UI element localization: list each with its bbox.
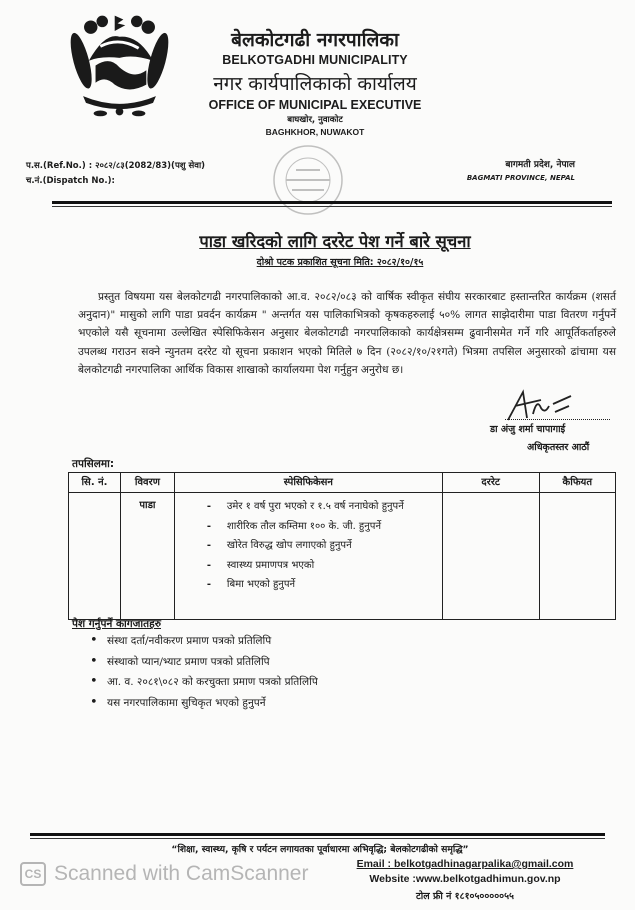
table-row	[69, 493, 616, 620]
reference-number: प.स.(Ref.No.) : २०८२/८३(2082/83)(पशु सेवा)	[26, 161, 206, 171]
dispatch-number: च.नं.(Dispatch No.):	[26, 176, 115, 186]
signature-line	[505, 419, 610, 420]
header-divider	[52, 201, 612, 204]
camscanner-logo-icon: CS	[20, 862, 46, 886]
document-item: • यस नगरपालिकामा सुचिकृत भएको हुनुपर्ने	[90, 693, 318, 714]
notice-body: प्रस्तुत विषयमा यस बेलकोटगढी नगरपालिकाको आ.व. २०८२/०८३ को वार्षिक स्वीकृत संघीय सरकारबाट हस्तान्तरित कार्यक्रम (शसर्त अनुदान)" मासुको लागि पाडा प्रवर्दन कार्यक्रम " अन्तर्गत यस पालिकाभित्रको कृषकहरुलाई ५०% लागत साझेदारीमा पाडा वितरण गर्नुपर्ने भएकोले यसै सूचनामा उल्लेखित स्पेसिफिकेसन अनुसार बेलकोटगढी नगरपालिकाको कार्यक्षेत्रसम्म ढुवानीसमेत गर्ने गरि आपूर्तिकर्ताहरुले उपलब्ध गराउन सक्ने न्युनतम दररेट यो सूचना प्रकाशन भएको मितिले ७ दिन (२०८२/१०/२१गते) भित्रमा तपसिल अनुसारको ढांचामा यस बेलकोटगढी नगरपालिका आर्थिक विकास शाखाको कार्यालयमा पेश गर्नुहुन अनुरोध छ।	[78, 291, 616, 376]
camscanner-watermark-text: Scanned with CamScanner	[54, 862, 309, 885]
office-stamp	[268, 140, 348, 220]
table-header-row	[69, 473, 616, 493]
footer-divider	[30, 833, 605, 836]
handwritten-signature	[503, 384, 578, 424]
footer-divider-thin	[30, 838, 605, 839]
cell-item: पाडा	[120, 493, 174, 620]
cell-remarks	[539, 493, 615, 620]
office-name-english: OFFICE OF MUNICIPAL EXECUTIVE	[208, 98, 422, 112]
header-rate: दररेट	[442, 473, 539, 493]
header-remarks: कैफियत	[539, 473, 615, 493]
address-english: BAGHKHOR, NUWAKOT	[265, 127, 365, 137]
header-specification: स्पेसिफिकेसन	[174, 473, 442, 493]
province-english: BAGMATI PROVINCE, NEPAL	[466, 174, 575, 182]
municipality-name-english: BELKOTGADHI MUNICIPALITY	[222, 53, 408, 67]
spec-list	[177, 497, 440, 595]
province-nepali: बागमती प्रदेश, नेपाल	[505, 160, 575, 170]
spec-item: - बिमा भएको हुनुपर्ने	[207, 575, 440, 595]
specification-table	[68, 472, 616, 620]
cell-rate	[442, 493, 539, 620]
header-divider-thin	[52, 206, 612, 207]
document-item: • संस्थाको प्यान/भ्याट प्रमाण पत्रको प्रतिलिपि	[90, 652, 318, 673]
header-item: विवरण	[120, 473, 174, 493]
camscanner-watermark	[20, 862, 308, 886]
document-item: • संस्था दर्ता/नवीकरण प्रमाण पत्रको प्रतिलिपि	[90, 631, 318, 652]
office-name-nepali: नगर कार्यपालिकाको कार्यालय	[213, 73, 417, 95]
documents-heading: पेश गर्नुपर्ने कागजातहरु	[72, 618, 161, 630]
header-sn: सि. नं.	[69, 473, 121, 493]
cell-specifications	[174, 493, 442, 620]
notice-title: पाडा खरिदको लागि दररेट पेश गर्ने बारे सूचना	[199, 232, 471, 251]
documents-list	[90, 631, 318, 713]
signer-name: डा अंजु शर्मा चापागाई	[490, 424, 566, 435]
notice-subtitle: दोश्रो पटक प्रकाशित सूचना मिति: २०८२/१०/१५	[256, 257, 424, 268]
spec-item: - स्वास्थ्य प्रमाणपत्र भएको	[207, 556, 440, 576]
cell-sn	[69, 493, 121, 620]
spec-item: - खोरेत विरुद्ध खोप लगाएको हुनुपर्ने	[207, 536, 440, 556]
signer-designation: अधिकृतस्तर आठौं	[527, 442, 590, 453]
spec-item: - शारीरिक तौल कम्तिमा १०० के. जी. हुनुपर्ने	[207, 517, 440, 537]
municipality-emblem-logo	[62, 8, 177, 123]
address-nepali: बाघखोर, नुवाकोट	[287, 115, 343, 125]
table-label: तपसिलमा:	[72, 458, 115, 470]
footer-slogan: “शिक्षा, स्वास्थ्य, कृषि र पर्यटन लगायतका पूर्वाधारमा अभिवृद्धि; बेलकोटगढीको समृद्धि”	[171, 844, 469, 855]
footer-website-link[interactable]: Website :www.belkotgadhimun.gov.np	[369, 873, 561, 885]
spec-item: - उमेर १ वर्ष पुरा भएको र १.५ वर्ष ननाघेको हुनुपर्ने	[207, 497, 440, 517]
footer-email-link[interactable]: Email : belkotgadhinagarpalika@gmail.com	[356, 858, 574, 870]
municipality-name-nepali: बेलकोटगढी नगरपालिका	[231, 29, 399, 51]
document-item: • आ. व. २०८१\०८२ को करचुक्ता प्रमाण पत्रको प्रतिलिपि	[90, 672, 318, 693]
footer-tollfree: टोल फ्री नं १८१०५०००००५५	[416, 891, 514, 902]
